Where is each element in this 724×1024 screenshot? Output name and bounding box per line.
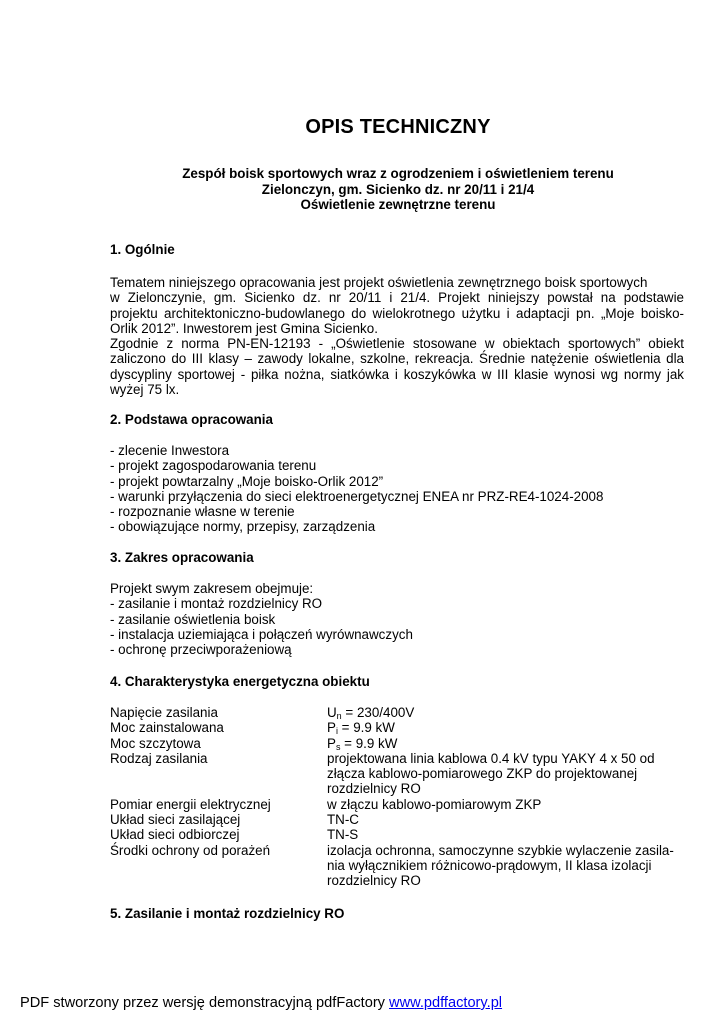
footer-text: PDF stworzony przez wersję demonstracyjną pdfFactory: [20, 995, 390, 1011]
section-3-list: [110, 581, 684, 657]
paragraph-line: dyscypliny sportowej - piłka nożna, siatkówka i koszykówka w III klasie wynosi wg normy jak: [110, 366, 684, 382]
list-item: - obowiązujące normy, przepisy, zarządzenia: [110, 519, 376, 535]
document-title: OPIS TECHNICZNY: [305, 116, 491, 138]
subtitle-line: Zielonczyn, gm. Sicienko dz. nr 20/11 i 21/4: [261, 181, 535, 197]
row-label: Moc szczytowa: [110, 735, 201, 751]
subtitle-line: Zespół boisk sportowych wraz z ogrodzeniem i oświetleniem terenu: [182, 166, 614, 181]
paragraph-line: Orlik 2012”. Inwestorem jest Gmina Sicienko.: [110, 320, 378, 336]
symbol: P: [327, 720, 336, 736]
paragraph-line: projektu architektoniczno-budowlanego do wielokrotnego użytku i adaptacji pn. „Moje boisko-: [110, 305, 684, 321]
row-value: [327, 705, 684, 720]
table-row: [110, 705, 684, 720]
list-item: - zasilanie i montaż rozdzielnicy RO: [110, 596, 323, 612]
value-line: TN-C: [327, 812, 359, 828]
list-item: - ochronę przeciwporażeniową: [110, 642, 292, 658]
row-value: [327, 827, 684, 842]
symbol: U: [327, 705, 337, 720]
subtitle-line: Oświetlenie zewnętrzne terenu: [300, 197, 496, 212]
value-line: izolacja ochronna, samoczynne szybkie wylaczenie zasila-: [327, 842, 674, 858]
value-text: = 230/400V: [341, 705, 415, 720]
section-3-heading: 3. Zakres opracowania: [110, 550, 254, 565]
value-line: rozdzielnicy RO: [327, 781, 421, 797]
document-subtitles: [110, 166, 686, 213]
row-label: Napięcie zasilania: [110, 705, 218, 720]
section-1-heading: 1. Ogólnie: [110, 242, 175, 257]
value-line: złącza kablowo-pomiarowego ZKP do projektowanej: [327, 766, 638, 782]
section-4-heading-block: [110, 674, 684, 689]
symbol: P: [327, 735, 336, 751]
row-label: Rodzaj zasilania: [110, 750, 208, 766]
symbol-subscript: i: [335, 726, 338, 737]
table-row: [110, 843, 684, 889]
section-2-list: [110, 443, 684, 535]
table-row: [110, 812, 684, 827]
list-item: - warunki przyłączenia do sieci elektroenergetycznej ENEA nr PRZ-RE4-1024-2008: [110, 488, 604, 504]
row-label: Pomiar energii elektrycznej: [110, 796, 271, 812]
table-row: [110, 827, 684, 842]
value-line: w złączu kablowo-pomiarowym ZKP: [327, 796, 542, 812]
row-value: [327, 720, 684, 735]
row-value: [327, 736, 684, 751]
footer-link[interactable]: www.pdffactory.pl: [389, 995, 503, 1011]
list-item: - zlecenie Inwestora: [110, 443, 230, 458]
row-label: Układ sieci zasilającej: [110, 812, 241, 828]
symbol-subscript: n: [336, 711, 342, 721]
value-line: TN-S: [327, 827, 359, 843]
paragraph-line: Zgodnie z norma PN-EN-12193 - „Oświetlenie stosowane w obiektach sportowych” obiekt: [110, 336, 684, 352]
list-item: - instalacja uziemiająca i połączeń wyrównawczych: [110, 626, 413, 642]
value-text: = 9.9 kW: [340, 735, 398, 751]
table-row: [110, 751, 684, 797]
row-label: Moc zainstalowana: [110, 720, 224, 736]
paragraph-line: zaliczono do III klasy – zawody lokalne, szkolne, rekreacja. Średnie natężenie oświetlenia dla: [110, 351, 684, 367]
section-1-heading-block: [110, 242, 684, 257]
value-line: rozdzielnicy RO: [327, 873, 421, 889]
value-line: projektowana linia kablowa 0.4 kV typu YAKY 4 x 50 od: [327, 750, 655, 766]
section-5-heading: 5. Zasilanie i montaż rozdzielnicy RO: [110, 906, 345, 921]
list-item: - zasilanie oświetlenia boisk: [110, 611, 276, 627]
row-value: [327, 812, 684, 827]
section-3-intro: Projekt swym zakresem obejmuje:: [110, 581, 314, 596]
row-value: [327, 797, 684, 812]
symbol-subscript: s: [335, 741, 341, 752]
paragraph-line: Tematem niniejszego opracowania jest projekt oświetlenia zewnętrznego boisk sportowych: [110, 275, 648, 290]
row-value: [327, 751, 684, 797]
value-text: = 9.9 kW: [337, 720, 395, 736]
section-2-heading: 2. Podstawa opracowania: [110, 412, 273, 427]
section-4-heading: 4. Charakterystyka energetyczna obiektu: [110, 674, 370, 689]
row-label: Środki ochrony od porażeń: [110, 842, 271, 858]
list-item: - projekt zagospodarowania terenu: [110, 458, 317, 474]
section-2-heading-block: [110, 412, 684, 427]
energy-characteristics-table: [110, 705, 684, 889]
section-5-heading-block: [110, 906, 684, 921]
list-item: - rozpoznanie własne w terenie: [110, 504, 295, 520]
table-row: [110, 720, 684, 735]
row-value: [327, 843, 684, 889]
paragraph-line: wyżej 75 lx.: [110, 382, 180, 398]
table-row: [110, 736, 684, 751]
table-row: [110, 797, 684, 812]
row-label: Układ sieci odbiorczej: [110, 827, 240, 843]
pdf-factory-footer: [20, 995, 502, 1011]
list-item: - projekt powtarzalny „Moje boisko-Orlik 2012”: [110, 473, 384, 489]
section-1-body: [110, 275, 684, 397]
value-line: nia wyłącznikiem różnicowo-prądowym, II klasa izolacji: [327, 857, 652, 873]
paragraph-line: w Zielonczynie, gm. Sicienko dz. nr 20/11 i 21/4. Projekt niniejszy powstał na podstawie: [110, 290, 684, 306]
section-3-heading-block: [110, 550, 684, 565]
